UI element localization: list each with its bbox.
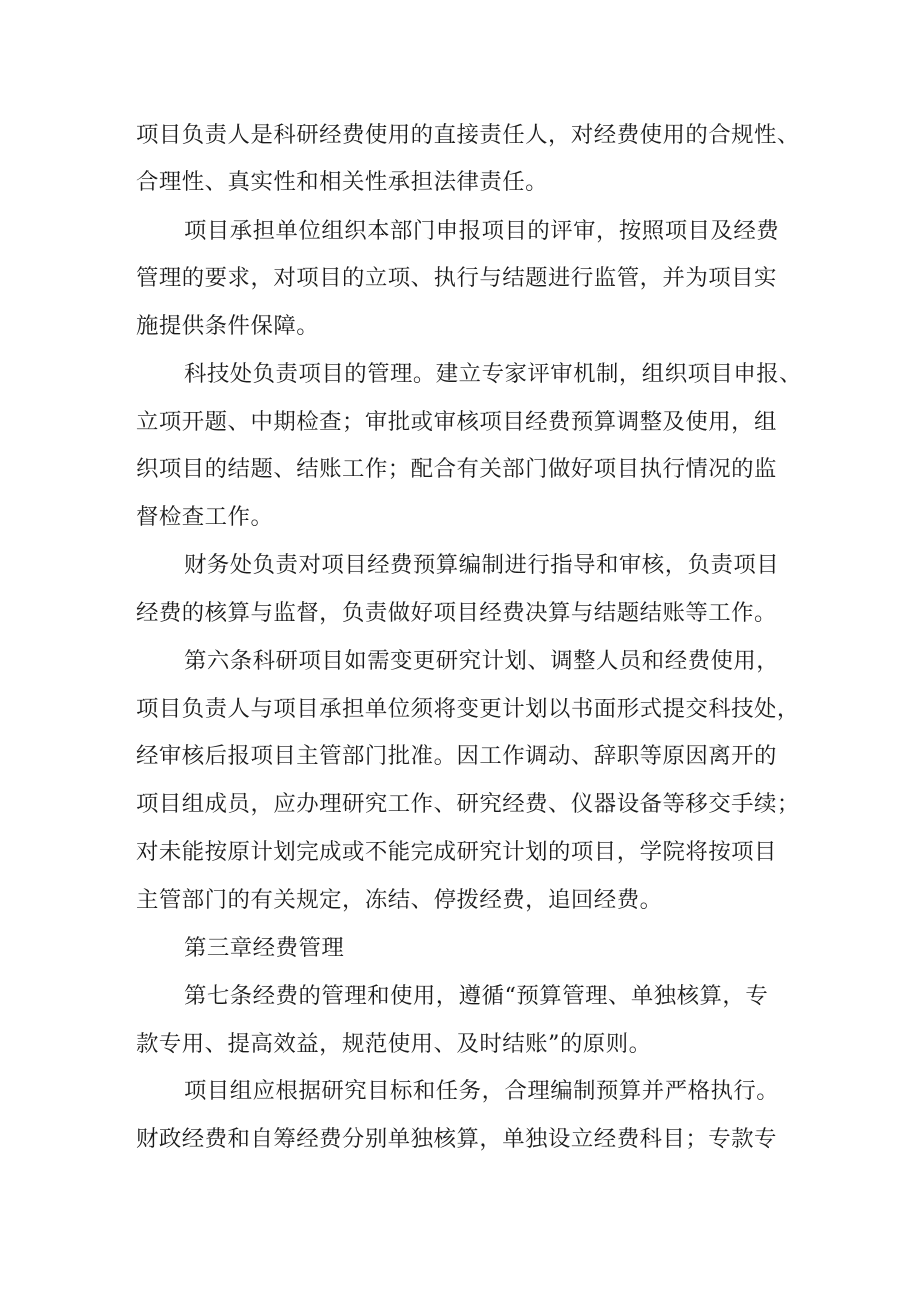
text-line: 经费的核算与监督，负责做好项目经费决算与结题结账等工作。 bbox=[136, 600, 777, 626]
text-line: 项目承担单位组织本部门申报项目的评审，按照项目及经费 bbox=[184, 218, 780, 244]
text-line: 织项目的结题、结账工作；配合有关部门做好项目执行情况的监 bbox=[136, 456, 777, 482]
text-line: 施提供条件保障。 bbox=[136, 313, 320, 339]
text-line: 第六条科研项目如需变更研究计划、调整人员和经费使用， bbox=[184, 648, 780, 674]
text-line: 项目负责人是科研经费使用的直接责任人，对经费使用的合规性、 bbox=[136, 122, 800, 148]
text-line: 财务处负责对项目经费预算编制进行指导和审核，负责项目 bbox=[184, 552, 780, 578]
text-line: 经审核后报项目主管部门批准。因工作调动、辞职等原因离开的 bbox=[136, 743, 777, 769]
text-line: 管理的要求，对项目的立项、执行与结题进行监管，并为项目实 bbox=[136, 265, 777, 291]
text-line: 项目组应根据研究目标和任务，合理编制预算并严格执行。 bbox=[184, 1078, 780, 1104]
text-line: 对未能按原计划完成或不能完成研究计划的项目，学院将按项目 bbox=[136, 839, 777, 865]
text-line: 主管部门的有关规定，冻结、停拨经费，追回经费。 bbox=[136, 887, 663, 913]
text-line: 合理性、真实性和相关性承担法律责任。 bbox=[136, 169, 549, 195]
text-line: 款专用、提高效益，规范使用、及时结账”的原则。 bbox=[136, 1031, 652, 1057]
text-line: 立项开题、中期检查；审批或审核项目经费预算调整及使用，组 bbox=[136, 409, 777, 435]
text-line: 项目负责人与项目承担单位须将变更计划以书面形式提交科技处， bbox=[136, 696, 800, 722]
text-line: 督检查工作。 bbox=[136, 504, 274, 530]
text-line: 项目组成员，应办理研究工作、研究经费、仪器设备等移交手续； bbox=[136, 791, 800, 817]
text-line: 第七条经费的管理和使用，遵循“预算管理、单独核算，专 bbox=[184, 983, 769, 1009]
text-line: 科技处负责项目的管理。建立专家评审机制，组织项目申报、 bbox=[184, 361, 803, 387]
text-line: 财政经费和自筹经费分别单独核算，单独设立经费科目；专款专 bbox=[136, 1126, 777, 1152]
chapter-heading: 第三章经费管理 bbox=[184, 935, 345, 961]
